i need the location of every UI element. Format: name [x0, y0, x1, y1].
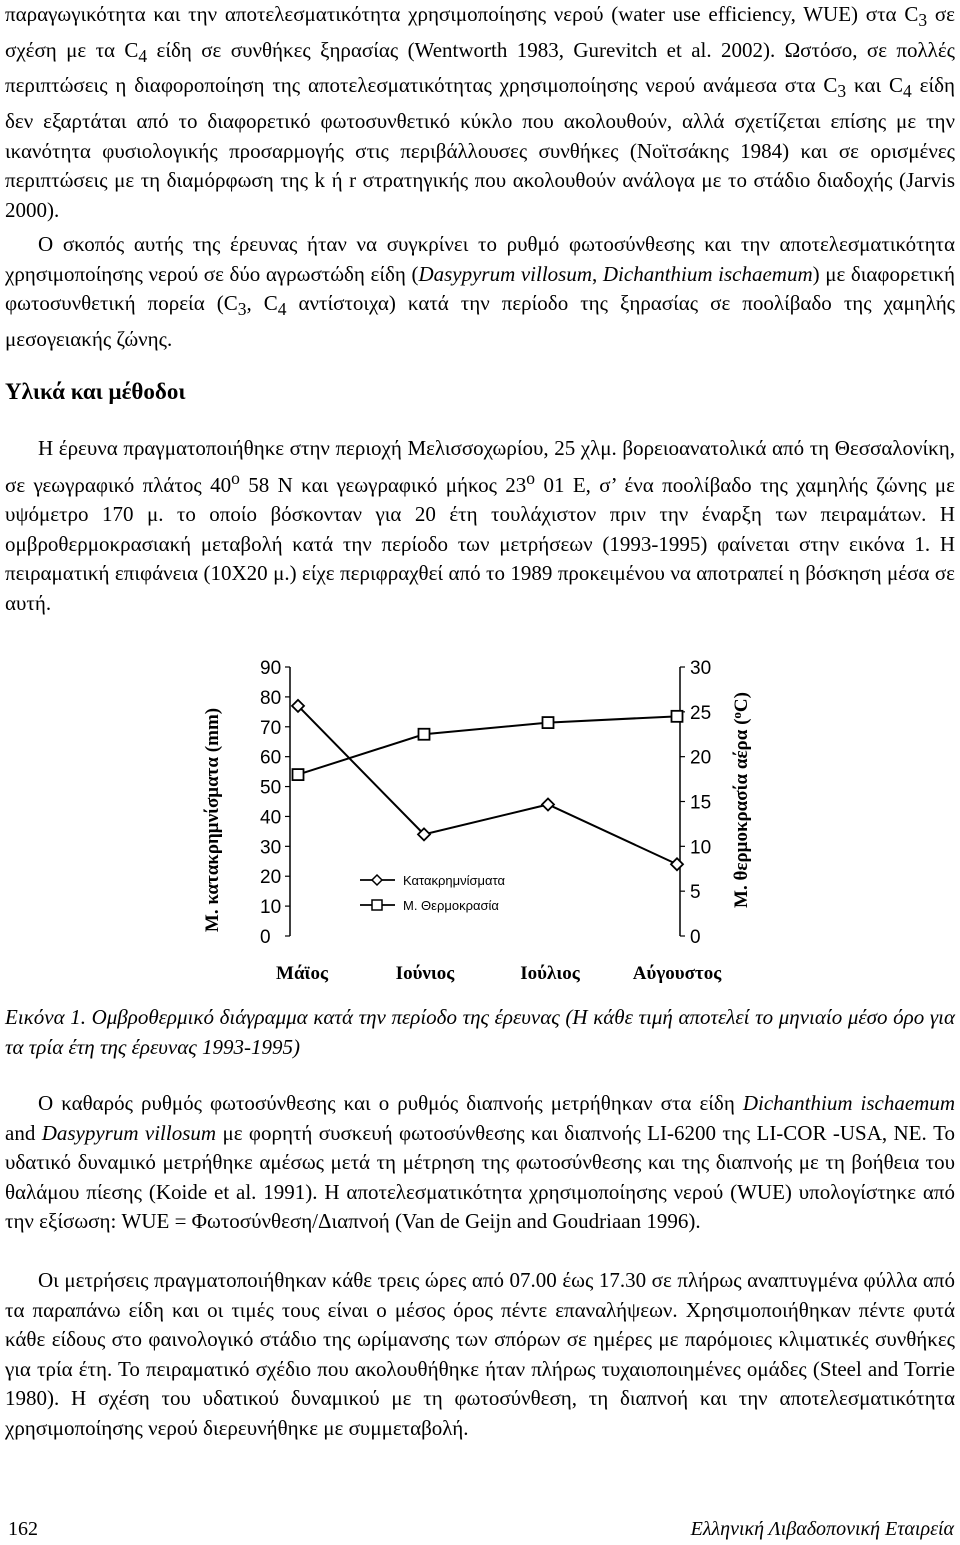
left-tick-label: 0 — [260, 927, 271, 948]
left-tick-label: 90 — [260, 658, 282, 679]
left-tick-label: 20 — [260, 867, 282, 889]
x-axis-labels — [276, 963, 722, 984]
temperature-point — [672, 711, 683, 722]
legend-square-marker — [372, 900, 382, 910]
species-name: Dichanthium ischaemum — [602, 261, 813, 286]
subscript: 3 — [918, 10, 928, 31]
text: είδη σε συνθήκες ξηρασίας (Wentworth 1983, Gurevitch et al. 2002). Ωστόσο, σε πολλές περιπτώσεις η διαφοροποίηση της αποτελεσματικότητας χρησιμοποίησης νερού ανάμεσα στα C — [5, 37, 955, 98]
legend-label: Μ. Θερμοκρασία — [403, 898, 499, 913]
text: και C — [846, 73, 903, 98]
chart-legend — [360, 873, 505, 913]
precipitation-point — [671, 858, 683, 870]
text: Ο σκοπός αυτής της έρευνας ήταν να συγκρίνει το ρυθμό φωτοσύνθεσης και την αποτελεσματικότητα χρησιμοποίησης νερού σε δύο αγρωστώδη είδη ( — [5, 232, 955, 286]
section-heading: Υλικά και μέθοδοι — [5, 379, 186, 404]
left-tick-label: 10 — [260, 897, 282, 919]
precipitation-line — [298, 706, 677, 864]
right-tick-label: 15 — [690, 792, 712, 814]
species-name: Dichanthium ischaemum — [742, 1091, 956, 1115]
x-tick-label: Αύγουστος — [632, 963, 722, 984]
figure-caption — [5, 1003, 955, 1062]
superscript: o — [231, 467, 240, 488]
subscript: 4 — [138, 45, 148, 66]
left-axis-label: Μ. κατακρημνίσματα (mm) — [202, 707, 223, 933]
right-axis-ticks — [680, 658, 711, 948]
superscript: o — [526, 467, 536, 488]
ombrothermic-chart — [190, 650, 770, 990]
subscript: 3 — [237, 299, 247, 320]
caption-text: Ομβροθερμικό διάγραμμα κατά την περίοδο της έρευνας (Η κάθε τιμή αποτελεί το μηνιαίο μέσο όρο για τα τρία έτη της έρευνας 1993-1995) — [5, 1005, 955, 1059]
text: Η έρευνα πραγματοποιήθηκε στην περιοχή Μελισσοχωρίου, 25 χλμ. βορειοανατολικά από τη Θεσσαλονίκη, σε γεωγραφικό πλάτος 40 — [5, 436, 955, 497]
left-axis-ticks — [260, 658, 290, 948]
temperature-point — [543, 717, 554, 728]
left-tick-label: 80 — [260, 687, 282, 709]
chart-axes — [290, 667, 680, 936]
right-tick-label: 5 — [690, 882, 701, 904]
x-tick-label: Ιούνιος — [395, 963, 455, 984]
text: 58 Ν και γεωγραφικό μήκος 23 — [239, 472, 527, 497]
page-number: 162 — [8, 1518, 38, 1540]
text: 01 Ε, σ’ ένα ποολίβαδο της χαμηλής ζώνης με υψόμετρο 170 μ. το οποίο βόσκονταν για 20 έτη τουλάχιστον πριν την έναρξη των πειραμάτων. Η ομβροθερμοκρασιακή μεταβολή κατά την περίοδο των μετρήσεων (1993-1995) φαίνεται στην εικόνα 1. Η πειραματική επιφάνεια (10Χ20 μ.) είχε περιφραχθεί από το 1989 προκειμένου να αποτραπεί η βόσκηση μέσα σε αυτή. — [5, 472, 955, 615]
left-tick-label: 70 — [260, 717, 282, 739]
x-tick-label: Μάϊος — [276, 963, 328, 984]
text: είδη δεν εξαρτάται από το διαφορετικό φωτοσυνθετικό κύκλο που ακολουθούν, αλλά σχετίζεται επίσης με την ικανότητα φυσιολογικής προσαρμογής στις περιβάλλουσες συνθήκες (Νοϊτσάκης 1984) και σε ορισμένες περιπτώσεις με τη διαμόρφωση της k ή r στρατηγικής που ακολουθούν ανάλογα με το στάδιο διαδοχής (Jarvis 2000). — [5, 73, 955, 222]
caption-label: Εικόνα 1. — [5, 1005, 86, 1029]
right-axis-label: Μ. θερμοκρασία αέρα ($^o$C) — [729, 692, 752, 908]
right-tick-label: 0 — [690, 927, 701, 948]
paragraph-aim: Ο σκοπός αυτής της έρευνας ήταν να συγκρίνει το ρυθμό φωτοσύνθεσης και την αποτελεσματικότητα χρησιμοποίησης νερού σε δύο αγρωστώδη είδη (Dasypyrum villosum, Dichanthium ischaemum) με διαφορετική φωτοσυνθετική πορεία ($C_3$, $C_4$ αντίστοιχα) κατά την περίοδο της ξηρασίας σε ποολίβαδο της χαμηλής μεσογειακής ζώνης. — [5, 232, 955, 351]
species-name: Dasypyrum villosum — [418, 261, 593, 286]
right-tick-label: 30 — [690, 658, 712, 679]
right-tick-label: 25 — [690, 702, 712, 724]
right-tick-label: 20 — [690, 747, 712, 769]
text: με φορητή συσκευή φωτοσύνθεσης και διαπνοής LI-6200 της LI-COR -USA, NE. Το υδατικό δυναμικό μετρήθηκε αμέσως μετά τη μέτρηση της φωτοσύνθεσης και της διαπνοής με τη βοήθεια του θαλάμου πίεσης (Koide et al. 1991). Η αποτελεσματικότητα χρησιμοποίησης νερού (WUE) υπολογίστηκε από την εξίσωση: WUE = Φωτοσύνθεση/Διαπνοή (Van de Geijn and Goudriaan 1996). — [5, 1120, 955, 1233]
species-name: Dasypyrum villosum — [41, 1120, 217, 1145]
temperature-point — [419, 729, 430, 740]
subscript: 4 — [903, 81, 912, 102]
temperature-line — [298, 716, 677, 774]
left-tick-label: 60 — [260, 747, 282, 769]
left-tick-label: 40 — [260, 807, 282, 829]
text: αντίστοιχα) κατά την περίοδο της ξηρασίας σε ποολίβαδο της χαμηλής μεσογειακής ζώνης. — [5, 291, 955, 351]
left-tick-label: 30 — [260, 837, 282, 859]
text: ) με διαφορετική φωτοσυνθετική πορεία (C — [5, 261, 955, 315]
paragraph-site — [5, 434, 955, 618]
legend-label: Κατακρημνίσματα — [403, 873, 505, 888]
temperature-point — [293, 769, 304, 780]
right-tick-label: 10 — [690, 837, 712, 859]
x-tick-label: Ιούλιος — [520, 963, 580, 984]
text: and — [5, 1120, 42, 1145]
legend-diamond-marker — [372, 875, 382, 885]
left-tick-label: 50 — [260, 777, 282, 799]
text: , C — [246, 291, 278, 315]
paragraph-intro — [5, 0, 955, 225]
publisher-name: Ελληνική Λιβαδοπονική Εταιρεία — [690, 1518, 954, 1540]
paragraph-measurements — [5, 1089, 955, 1237]
precipitation-point — [542, 798, 554, 810]
text: Ο καθαρός ρυθμός φωτοσύνθεσης και ο ρυθμός διαπνοής μετρήθηκαν στα είδη — [38, 1091, 743, 1115]
paragraph-protocol: Οι μετρήσεις πραγματοποιήθηκαν κάθε τρεις ώρες από 07.00 έως 17.30 σε πλήρως αναπτυγμένα φύλλα από τα παραπάνω είδη και οι τιμές τους είναι ο μέσος όρος πέντε επαναλήψεων. Χρησιμοποιήθηκαν πέντε φυτά κάθε είδους στο φαινολογικό στάδιο της ωρίμανσης των σπόρων σε ημέρες με παρόμοιες κλιματικές συνθήκες για τρία έτη. Το πειραματικό σχέδιο που ακολουθήθηκε ήταν πλήρως τυχαιοποιημένες ομάδες (Steel and Torrie 1980). Η σχέση του υδατικού δυναμικού με τη φωτοσύνθεση, τη διαπνοή και την αποτελεσματικότητα χρησιμοποίησης νερού διερευνήθηκε με συμμεταβολή. — [5, 1268, 955, 1440]
chart-series — [292, 700, 683, 870]
text: σε σχέση με τα C — [5, 2, 955, 62]
subscript: 4 — [277, 299, 287, 320]
subscript: 3 — [837, 81, 847, 102]
text: παραγωγικότητα και την αποτελεσματικότητα χρησιμοποίησης νερού (water use efficiency, WUE) στα C — [5, 2, 919, 26]
